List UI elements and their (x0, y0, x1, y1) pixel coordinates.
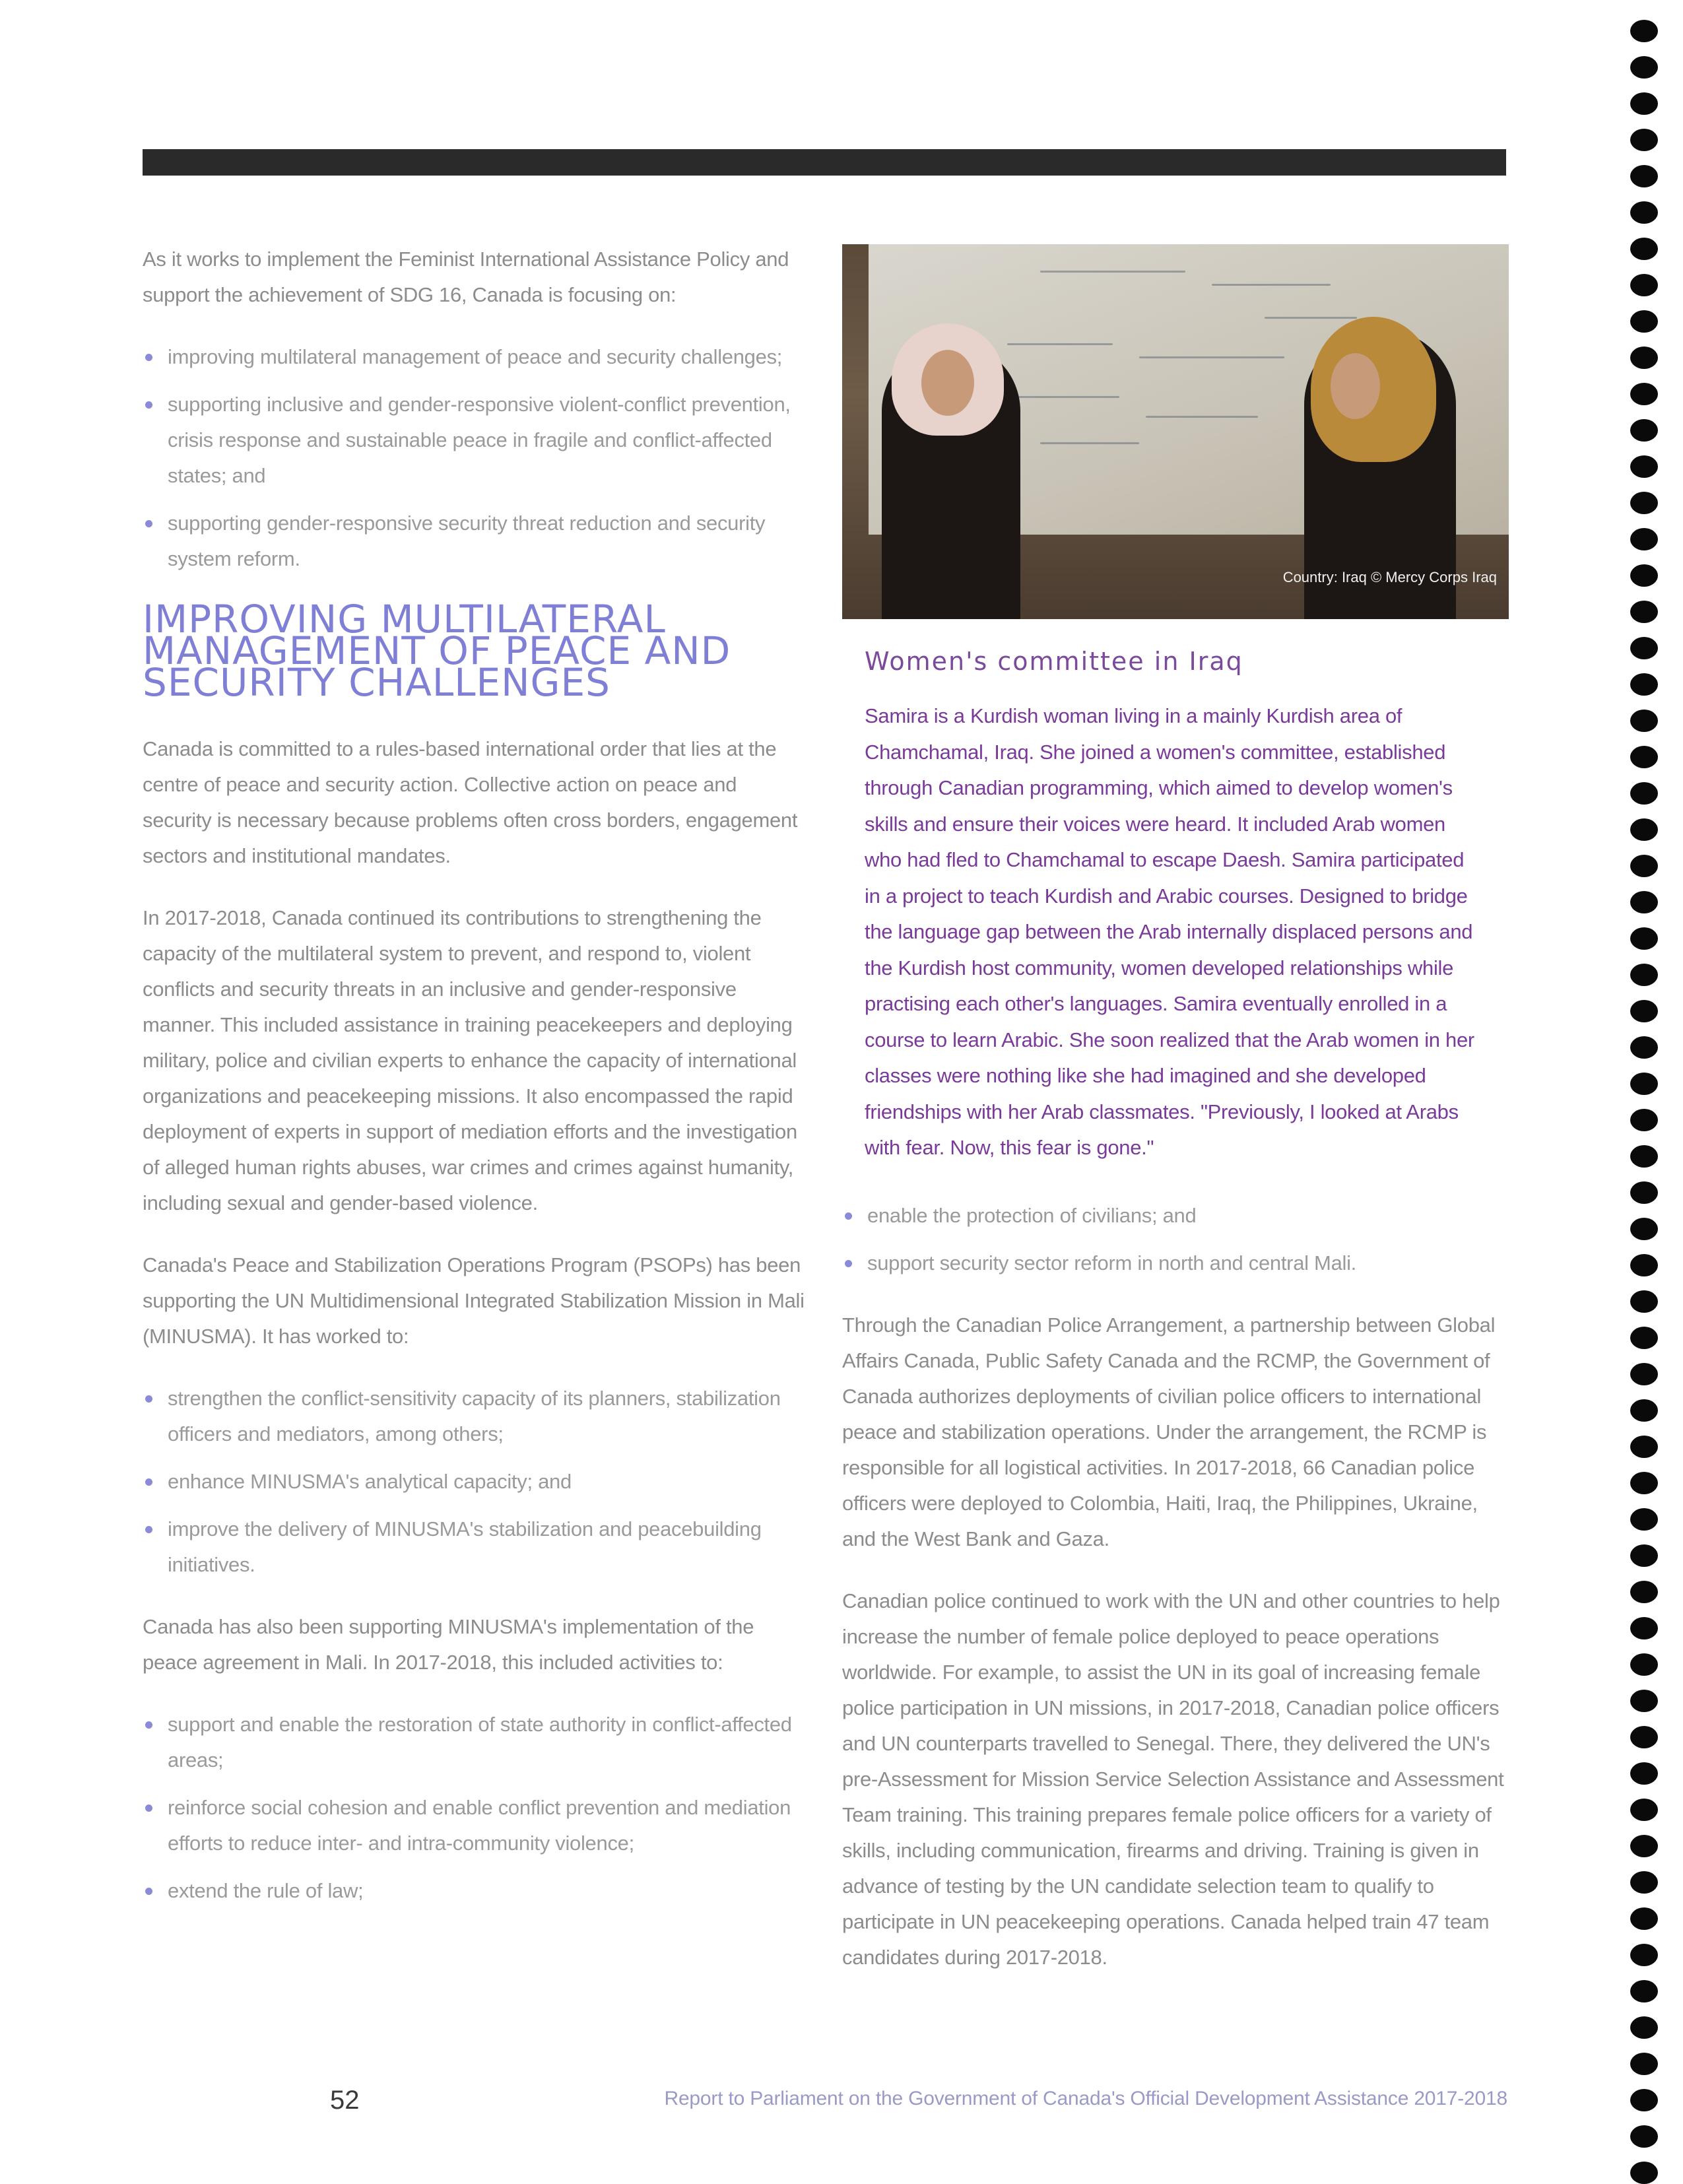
binding-hole (1630, 238, 1658, 260)
right-column (842, 244, 1509, 2002)
binding-hole (1630, 1762, 1658, 1785)
bullet-icon (145, 1721, 152, 1729)
list-item: supporting gender-responsive security threat reduction and security system reform. (143, 506, 809, 577)
binding-hole (1630, 20, 1658, 42)
binding-hole (1630, 782, 1658, 805)
binding-hole (1630, 1363, 1658, 1385)
handwriting (1007, 343, 1113, 345)
list-item: enhance MINUSMA's analytical capacity; and (143, 1464, 809, 1500)
binding-hole (1630, 56, 1658, 79)
photo-iraq-womens-committee (842, 244, 1509, 619)
binding-hole (1630, 1436, 1658, 1458)
binding-hole (1630, 165, 1658, 187)
body-paragraph: Canada has also been supporting MINUSMA's implementation of the peace agreement in Mali. In 2017-2018, this included activities to: (143, 1615, 754, 1674)
binding-hole (1630, 2016, 1658, 2039)
binding-hole (1630, 855, 1658, 877)
binding-hole (1630, 2125, 1658, 2148)
binding-hole (1630, 964, 1658, 986)
list-item: support and enable the restoration of state authority in conflict-affected areas; (143, 1707, 809, 1778)
binding-hole (1630, 1944, 1658, 1966)
mali-list-continued (842, 1198, 1509, 1281)
binding-hole (1630, 492, 1658, 514)
body-paragraph: Canada is committed to a rules-based international order that lies at the centre of peace and security action. Collective action on peace and security is necessary because problems often cross borders, engagement sectors and institutional mandates. (143, 737, 798, 867)
binding-hole (1630, 1690, 1658, 1712)
handwriting (1139, 356, 1284, 358)
bullet-icon (145, 1395, 152, 1403)
binding-hole (1630, 1581, 1658, 1603)
binding-hole (1630, 383, 1658, 405)
body-paragraph: Canadian police continued to work with the UN and other countries to help increase the number of female police deployed to peace operations worldwide. For example, to assist the UN in its goal of increasing female police participation in UN missions, in 2017-2018, Canadian police officers and UN counterparts travelled to Senegal. There, they delivered the UN's pre-Assessment for Mission Service Selection Assistance and Assessment Team training. This training prepares female police officers for a variety of skills, including communication, firearms and driving. Training is given in advance of testing by the UN candidate selection team to qualify to participate in UN peacekeeping operations. Canada helped train 47 team candidates during 2017-2018. (842, 1589, 1504, 1969)
binding-hole (1630, 1508, 1658, 1531)
minusma-list (143, 1381, 809, 1583)
body-paragraph: In 2017-2018, Canada continued its contributions to strengthening the capacity of the multilateral system to prevent, and respond to, violent conflicts and security threats in an inclusive and gender-responsive manner. This included assistance in training peacekeepers and deploying military, police and civilian experts to enhance the capacity of international organizations and peacekeeping missions. It also encompassed the rapid deployment of experts in support of mediation efforts and the investigation of alleged human rights abuses, war crimes and crimes against humanity, including sexual and gender-based violence. (143, 906, 797, 1214)
binding-hole (1630, 1726, 1658, 1748)
binding-hole (1630, 92, 1658, 115)
binding-hole (1630, 1472, 1658, 1494)
binding-hole (1630, 1254, 1658, 1276)
binding-hole (1630, 1653, 1658, 1676)
binding-hole (1630, 891, 1658, 913)
list-item: extend the rule of law; (143, 1873, 809, 1909)
binding-hole (1630, 564, 1658, 587)
intro-paragraph: As it works to implement the Feminist International Assistance Policy and support the achievement of SDG 16, Canada is focusing on: (143, 248, 789, 306)
binding-hole (1630, 310, 1658, 333)
body-paragraph: Canada's Peace and Stabilization Operations Program (PSOPs) has been supporting the UN Multidimensional Integrated Stabilization Mission in Mali (MINUSMA). It has worked to: (143, 1253, 805, 1348)
bullet-icon (145, 1888, 152, 1895)
story-text: Samira is a Kurdish woman living in a mainly Kurdish area of Chamchamal, Iraq. She joined a women's committee, established through Canadian programming, which aimed to develop women's skills and ensure their voices were heard. It included Arab women who had fled to Chamchamal to escape Daesh. Samira participated in a project to teach Kurdish and Arabic courses. Designed to bridge the language gap between the Arab internally displaced persons and the Kurdish host community, women developed relationships while practising each other's languages. Samira eventually enrolled in a course to learn Arabic. She soon realized that the Arab women in her classes were nothing like she had imagined and she developed friendships with her Arab classmates. "Previously, I looked at Arabs with fear. Now, this fear is gone." (865, 704, 1474, 1159)
list-item: supporting inclusive and gender-responsive violent-conflict prevention, crisis response and sustainable peace in fragile and conflict-affected states; and (143, 387, 809, 494)
list-item: enable the protection of civilians; and (842, 1198, 1509, 1234)
binding-hole (1630, 1835, 1658, 1857)
bullet-icon (145, 520, 152, 527)
mali-list (143, 1707, 809, 1909)
binding-hole (1630, 637, 1658, 659)
sidebar-heading: Women's committee in Iraq (865, 647, 1243, 676)
face-right (1331, 353, 1380, 419)
binding-hole (1630, 673, 1658, 696)
binding-hole (1630, 528, 1658, 550)
binding-hole (1630, 129, 1658, 151)
report-title: Report to Parliament on the Government of Canada's Official Development Assistance 2017-2018 (664, 2088, 1507, 2109)
binding-hole (1630, 201, 1658, 224)
binding-hole (1630, 1871, 1658, 1894)
page-number: 52 (330, 2086, 360, 2115)
binding-hole (1630, 818, 1658, 841)
binding-hole (1630, 274, 1658, 296)
binding-hole (1630, 2053, 1658, 2075)
binding-hole (1630, 1036, 1658, 1059)
bullet-icon (145, 354, 152, 361)
header-rule (143, 149, 1506, 176)
binding-hole (1630, 601, 1658, 623)
section-heading: IMPROVING MULTILATERAL MANAGEMENT OF PEACE AND SECURITY CHALLENGES (143, 597, 731, 705)
handwriting (1040, 271, 1185, 273)
binding-hole (1630, 419, 1658, 442)
binding-holes (1630, 0, 1670, 2178)
list-item: support security sector reform in north and central Mali. (842, 1245, 1509, 1281)
list-item: reinforce social cohesion and enable conflict prevention and mediation efforts to reduce inter- and intra-community violence; (143, 1790, 809, 1861)
binding-hole (1630, 1544, 1658, 1567)
binding-hole (1630, 1109, 1658, 1131)
left-column (143, 242, 809, 1935)
bullet-icon (145, 1804, 152, 1812)
binding-hole (1630, 1181, 1658, 1204)
bullet-icon (145, 1526, 152, 1533)
face-left (921, 350, 974, 416)
binding-hole (1630, 1290, 1658, 1313)
binding-hole (1630, 1218, 1658, 1240)
binding-hole (1630, 455, 1658, 478)
binding-hole (1630, 347, 1658, 369)
bullet-icon (845, 1260, 852, 1267)
binding-hole (1630, 1617, 1658, 1639)
binding-hole (1630, 1000, 1658, 1022)
binding-hole (1630, 1145, 1658, 1168)
binding-hole (1630, 1799, 1658, 1821)
bullet-icon (845, 1212, 852, 1220)
binding-hole (1630, 1399, 1658, 1422)
binding-hole (1630, 2162, 1658, 2184)
handwriting (1040, 442, 1139, 444)
handwriting (1146, 416, 1258, 418)
handwriting (1212, 284, 1331, 286)
body-paragraph: Through the Canadian Police Arrangement, a partnership between Global Affairs Canada, Public Safety Canada and the RCMP, the Government of Canada authorizes deployments of civilian police officers to international peace and stabilization operations. Under the arrangement, the RCMP is responsible for all logistical activities. In 2017-2018, 66 Canadian police officers were deployed to Colombia, Haiti, Iraq, the Philippines, Ukraine, and the West Bank and Gaza. (842, 1313, 1496, 1550)
photo-caption: Country: Iraq © Mercy Corps Iraq (1282, 569, 1497, 585)
bullet-icon (145, 401, 152, 409)
binding-hole (1630, 710, 1658, 732)
binding-hole (1630, 927, 1658, 950)
list-item: strengthen the conflict-sensitivity capacity of its planners, stabilization officers and mediators, among others; (143, 1381, 809, 1452)
binding-hole (1630, 1073, 1658, 1095)
list-item: improving multilateral management of peace and security challenges; (143, 339, 809, 375)
list-item: improve the delivery of MINUSMA's stabilization and peacebuilding initiatives. (143, 1511, 809, 1583)
handwriting (1265, 317, 1357, 319)
focus-list (143, 339, 809, 577)
bullet-icon (145, 1478, 152, 1486)
binding-hole (1630, 1907, 1658, 1930)
binding-hole (1630, 746, 1658, 768)
binding-hole (1630, 1980, 1658, 2002)
binding-hole (1630, 1327, 1658, 1349)
story-box (865, 698, 1478, 1166)
binding-hole (1630, 2089, 1658, 2111)
